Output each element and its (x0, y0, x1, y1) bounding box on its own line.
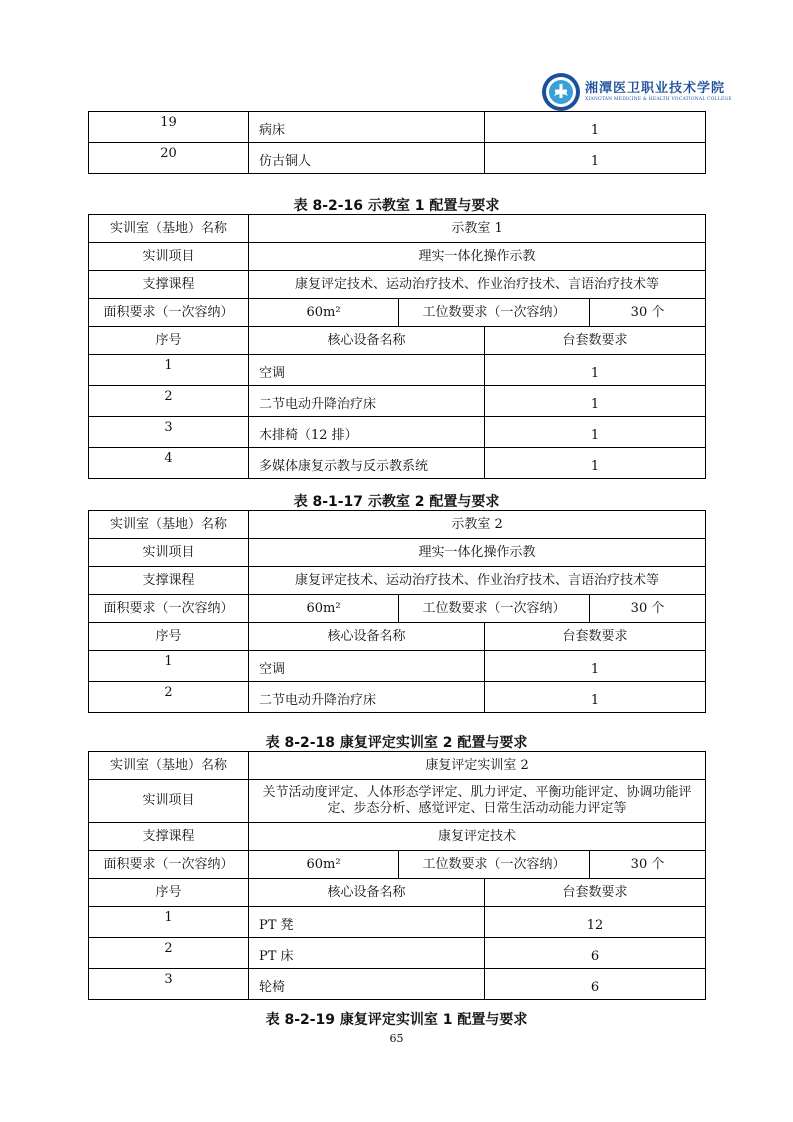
project-label: 实训项目 (89, 780, 249, 823)
table-row (89, 752, 706, 780)
row-number: 3 (89, 969, 249, 1000)
col-header-name: 核心设备名称 (249, 327, 485, 355)
area-label: 面积要求（一次容纳） (89, 851, 249, 879)
equipment-qty: 1 (485, 448, 706, 479)
equipment-table-continued (88, 111, 706, 174)
row-number: 3 (89, 417, 249, 448)
equipment-name: 二节电动升降治疗床 (249, 386, 485, 417)
row-number: 2 (89, 682, 249, 713)
equipment-qty: 12 (485, 907, 706, 938)
row-number: 20 (89, 143, 249, 174)
course-value: 康复评定技术、运动治疗技术、作业治疗技术、言语治疗技术等 (249, 567, 706, 595)
row-number: 19 (89, 112, 249, 143)
course-value: 康复评定技术 (249, 823, 706, 851)
row-number: 1 (89, 651, 249, 682)
col-header-qty: 台套数要求 (485, 879, 706, 907)
table3 (88, 751, 706, 1000)
equipment-name: PT 床 (249, 938, 485, 969)
col-header-no: 序号 (89, 623, 249, 651)
table-row (89, 243, 706, 271)
table-row (89, 417, 706, 448)
area-value: 60m² (249, 595, 399, 623)
equipment-qty: 1 (485, 355, 706, 386)
table-row (89, 386, 706, 417)
table1 (88, 214, 706, 479)
equipment-qty: 1 (485, 143, 706, 174)
college-emblem-icon (541, 72, 581, 112)
room-value: 示教室 1 (249, 215, 706, 243)
col-header-qty: 台套数要求 (485, 623, 706, 651)
equipment-name: 仿古铜人 (249, 143, 485, 174)
table-row (89, 299, 706, 327)
table-row (89, 907, 706, 938)
table2 (88, 510, 706, 713)
room-value: 示教室 2 (249, 511, 706, 539)
table-row (89, 271, 706, 299)
table3-caption: 表 8-2-18 康复评定实训室 2 配置与要求 (265, 735, 528, 751)
station-label: 工位数要求（一次容纳） (399, 595, 590, 623)
row-number: 1 (89, 355, 249, 386)
table-row (89, 595, 706, 623)
school-name-en: XIANGTAN MEDICINE & HEALTH VOCATIONAL COLLEGE (585, 97, 732, 102)
room-label: 实训室（基地）名称 (89, 752, 249, 780)
table-row (89, 780, 706, 823)
equipment-qty: 1 (485, 386, 706, 417)
table-row (89, 682, 706, 713)
room-label: 实训室（基地）名称 (89, 215, 249, 243)
station-value: 30 个 (590, 851, 706, 879)
equipment-name: 二节电动升降治疗床 (249, 682, 485, 713)
table-row (89, 938, 706, 969)
row-number: 2 (89, 938, 249, 969)
table2-caption: 表 8-1-17 示教室 2 配置与要求 (293, 494, 500, 510)
project-value: 理实一体化操作示教 (249, 539, 706, 567)
table-row (89, 969, 706, 1000)
col-header-qty: 台套数要求 (485, 327, 706, 355)
equipment-name: PT 凳 (249, 907, 485, 938)
room-value: 康复评定实训室 2 (249, 752, 706, 780)
table-row (89, 567, 706, 595)
station-label: 工位数要求（一次容纳） (399, 299, 590, 327)
equipment-name: 病床 (249, 112, 485, 143)
equipment-qty: 1 (485, 682, 706, 713)
col-header-no: 序号 (89, 327, 249, 355)
equipment-qty: 6 (485, 969, 706, 1000)
table-row (89, 539, 706, 567)
project-label: 实训项目 (89, 539, 249, 567)
equipment-name: 轮椅 (249, 969, 485, 1000)
row-number: 2 (89, 386, 249, 417)
station-value: 30 个 (590, 595, 706, 623)
project-label: 实训项目 (89, 243, 249, 271)
row-number: 4 (89, 448, 249, 479)
equipment-name: 空调 (249, 651, 485, 682)
row-number: 1 (89, 907, 249, 938)
area-label: 面积要求（一次容纳） (89, 299, 249, 327)
table-row (89, 448, 706, 479)
col-header-name: 核心设备名称 (249, 879, 485, 907)
table-row (89, 355, 706, 386)
area-label: 面积要求（一次容纳） (89, 595, 249, 623)
equipment-qty: 6 (485, 938, 706, 969)
next-table-caption: 表 8-2-19 康复评定实训室 1 配置与要求 (265, 1012, 528, 1028)
table-header-row (89, 879, 706, 907)
area-value: 60m² (249, 299, 399, 327)
project-value: 理实一体化操作示教 (249, 243, 706, 271)
table-header-row (89, 327, 706, 355)
table-row (89, 823, 706, 851)
equipment-name: 多媒体康复示教与反示教系统 (249, 448, 485, 479)
table-row (89, 215, 706, 243)
course-label: 支撑课程 (89, 271, 249, 299)
course-value: 康复评定技术、运动治疗技术、作业治疗技术、言语治疗技术等 (249, 271, 706, 299)
table-row (89, 651, 706, 682)
table-header-row (89, 623, 706, 651)
table-row (89, 143, 706, 174)
table-row (89, 511, 706, 539)
table-row (89, 851, 706, 879)
col-header-name: 核心设备名称 (249, 623, 485, 651)
area-value: 60m² (249, 851, 399, 879)
equipment-name: 木排椅（12 排） (249, 417, 485, 448)
station-label: 工位数要求（一次容纳） (399, 851, 590, 879)
equipment-qty: 1 (485, 112, 706, 143)
project-value: 关节活动度评定、人体形态学评定、肌力评定、平衡功能评定、协调功能评定、步态分析、感觉评定、日常生活动动能力评定等 (249, 780, 706, 823)
course-label: 支撑课程 (89, 567, 249, 595)
school-name: 湘潭医卫职业技术学院 (585, 81, 726, 96)
room-label: 实训室（基地）名称 (89, 511, 249, 539)
course-label: 支撑课程 (89, 823, 249, 851)
equipment-name: 空调 (249, 355, 485, 386)
equipment-qty: 1 (485, 417, 706, 448)
college-logo (541, 72, 732, 116)
page-number: 65 (389, 1032, 404, 1045)
col-header-no: 序号 (89, 879, 249, 907)
station-value: 30 个 (590, 299, 706, 327)
equipment-qty: 1 (485, 651, 706, 682)
table1-caption: 表 8-2-16 示教室 1 配置与要求 (293, 198, 500, 214)
table-row (89, 112, 706, 143)
